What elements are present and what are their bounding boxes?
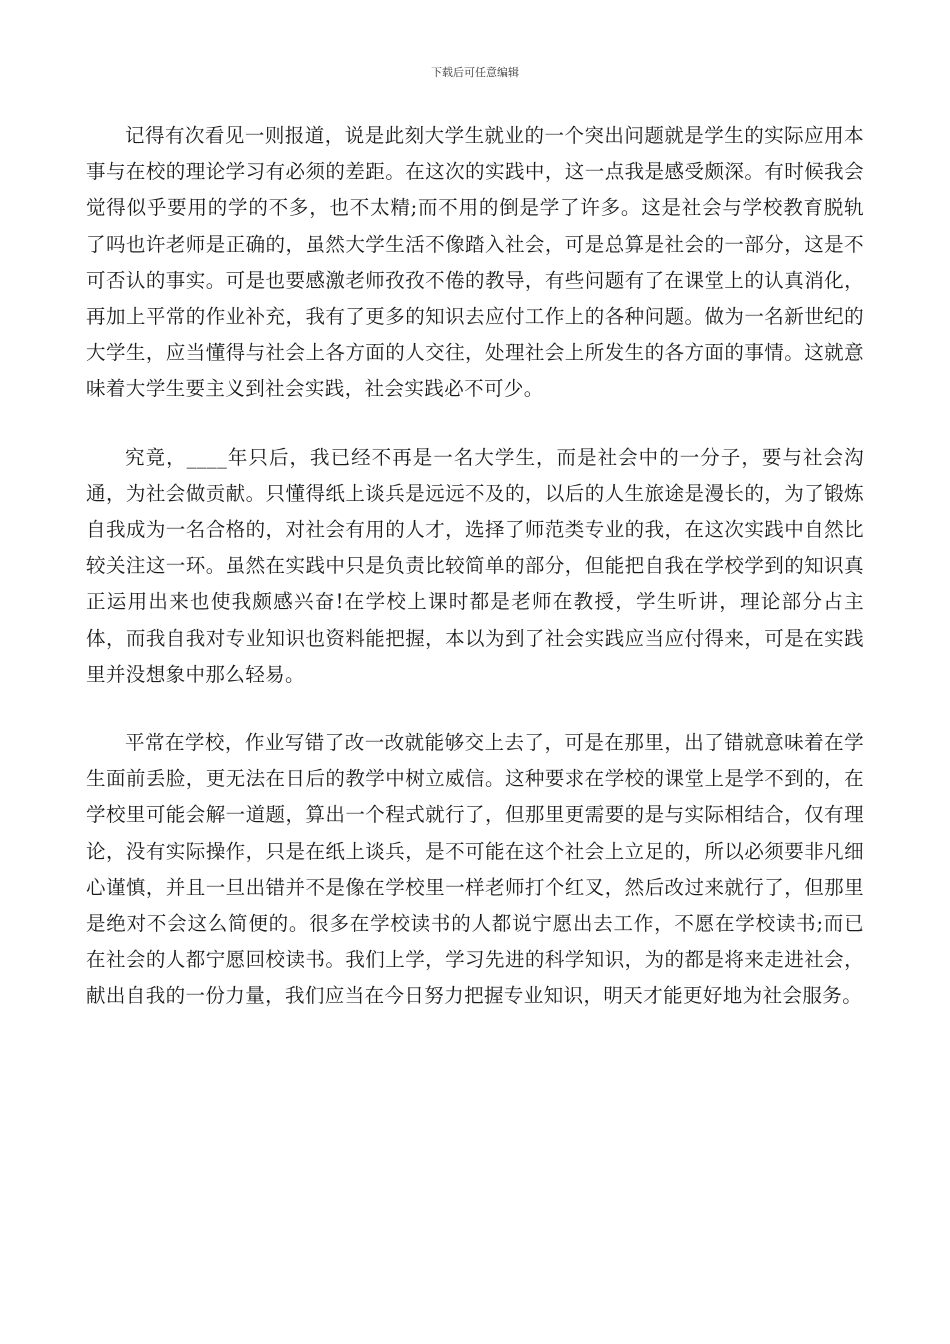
document-body — [86, 118, 864, 1047]
page-header: 下载后可任意编辑 — [431, 66, 519, 79]
paragraph-2: 究竟，____年只后，我已经不再是一名大学生，而是社会中的一分子，要与社会沟通，为社会做贡献。只懂得纸上谈兵是远远不及的，以后的人生旅途是漫长的，为了锻炼自我成为一名合格的，对社会有用的人才，选择了师范类专业的我，在这次实践中自然比较关注这一环。虽然在实践中只是负责比较简单的部分，但能把自我在学校学到的知识真正运用出来也使我颇感兴奋!在学校上课时都是老师在教授，学生听讲，理论部分占主体，而我自我对专业知识也资料能把握，本以为到了社会实践应当应付得来，可是在实践里并没想象中那么轻易。 — [86, 445, 864, 686]
paragraph-3: 平常在学校，作业写错了改一改就能够交上去了，可是在那里，出了错就意味着在学生面前丢脸，更无法在日后的教学中树立威信。这种要求在学校的课堂上是学不到的，在学校里可能会解一道题，算出一个程式就行了，但那里更需要的是与实际相结合，仅有理论，没有实际操作，只是在纸上谈兵，是不可能在这个社会上立足的，所以必须要非凡细心谨慎，并且一旦出错并不是像在学校里一样老师打个红叉，然后改过来就行了，但那里是绝对不会这么简便的。很多在学校读书的人都说宁愿出去工作，不愿在学校读书;而已在社会的人都宁愿回校读书。我们上学，学习先进的科学知识，为的都是将来走进社会，献出自我的一份力量，我们应当在今日努力把握专业知识，明天才能更好地为社会服务。 — [86, 731, 864, 1008]
paragraph-1: 记得有次看见一则报道，说是此刻大学生就业的一个突出问题就是学生的实际应用本事与在校的理论学习有必须的差距。在这次的实践中，这一点我是感受颇深。有时候我会觉得似乎要用的学的不多，也不太精;而不用的倒是学了许多。这是社会与学校教育脱轨了吗也许老师是正确的，虽然大学生活不像踏入社会，可是总算是社会的一部分，这是不可否认的事实。可是也要感激老师孜孜不倦的教导，有些问题有了在课堂上的认真消化，再加上平常的作业补充，我有了更多的知识去应付工作上的各种问题。做为一名新世纪的大学生，应当懂得与社会上各方面的人交往，处理社会上所发生的各方面的事情。这就意味着大学生要主义到社会实践，社会实践必不可少。 — [86, 124, 864, 401]
